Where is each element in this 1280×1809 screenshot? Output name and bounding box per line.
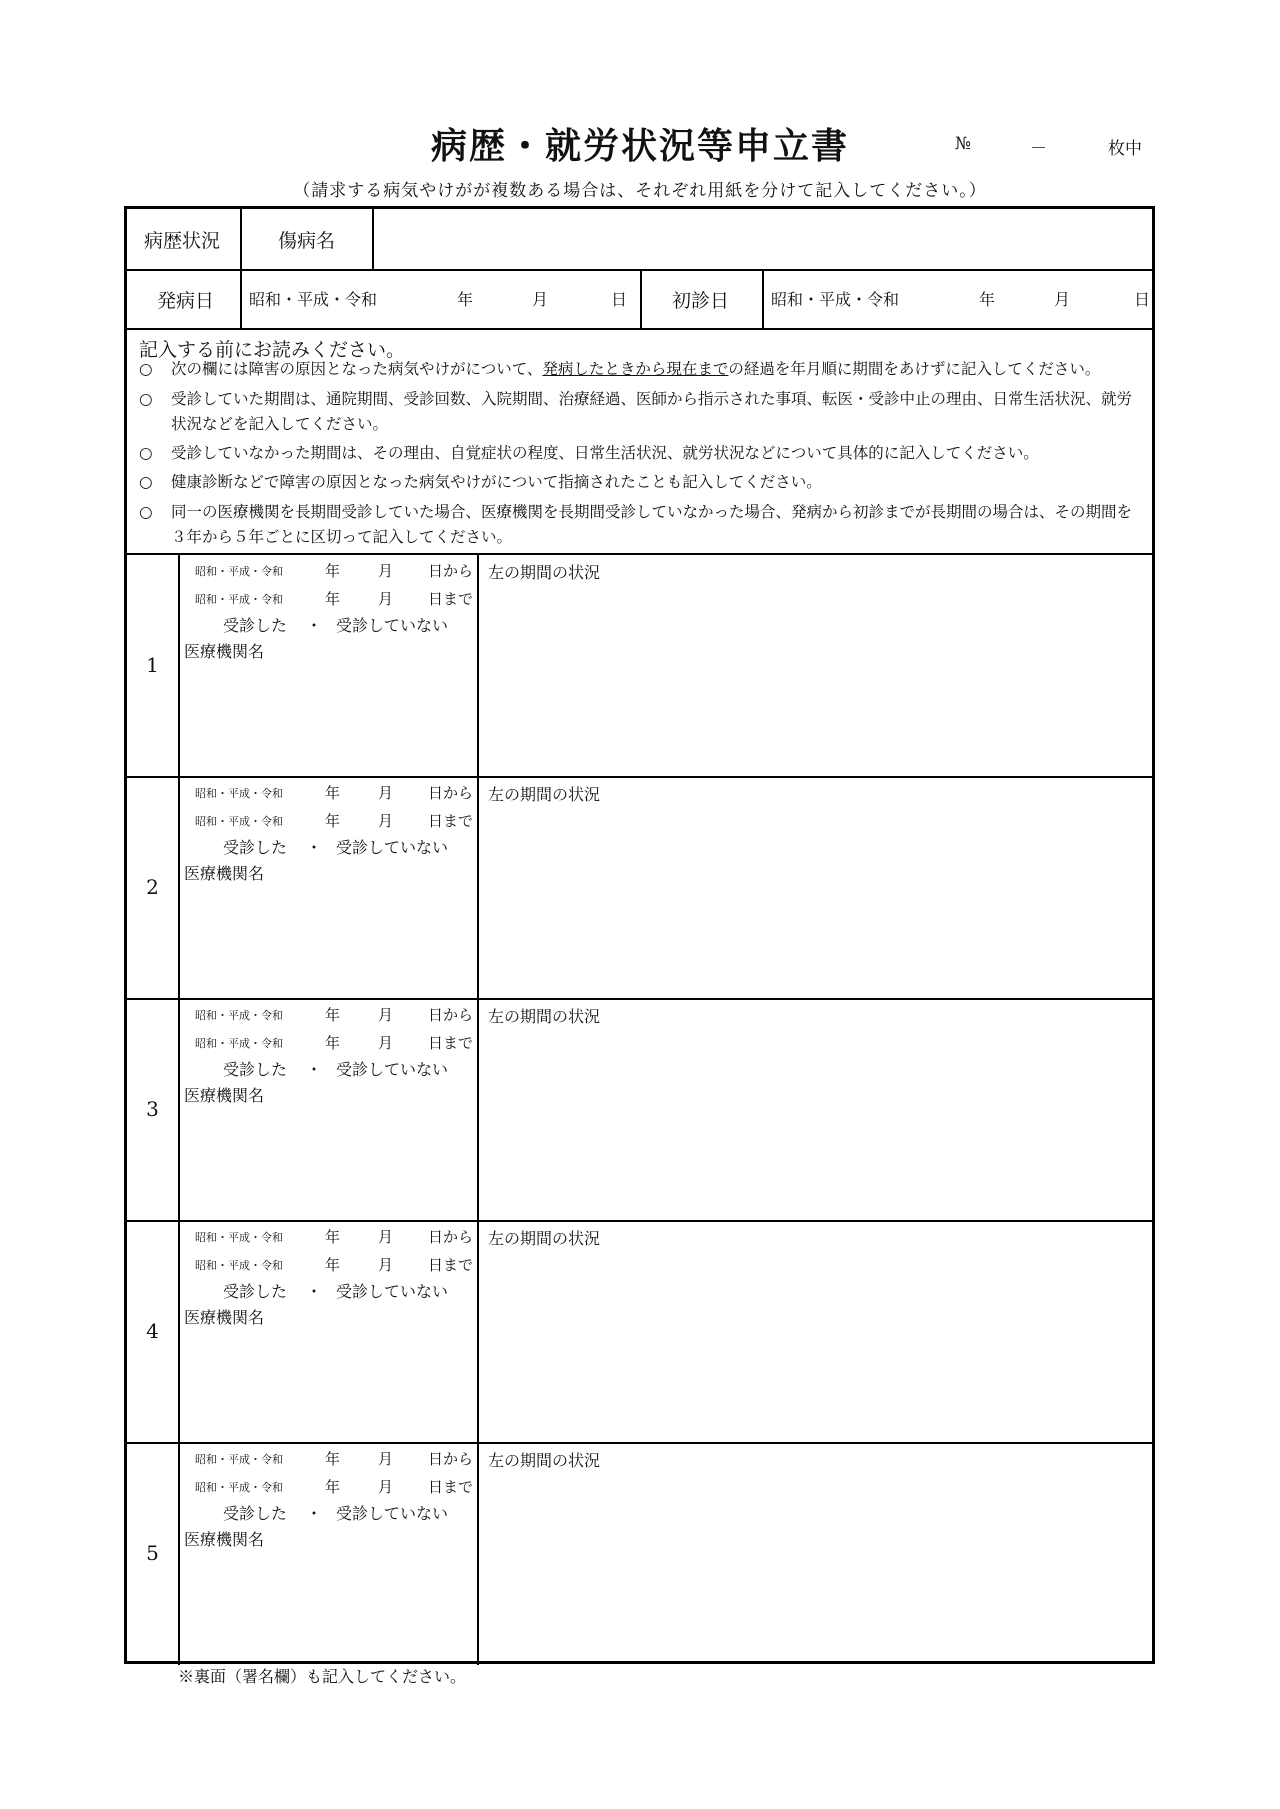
onset-date-field[interactable]	[242, 271, 640, 328]
bullet-icon: ○	[139, 444, 153, 462]
period-status-field[interactable]	[479, 1221, 1152, 1441]
from-suffix: 日から	[428, 1228, 474, 1246]
institution-label: 医療機関名	[184, 1530, 265, 1549]
period-status-field[interactable]	[479, 1443, 1152, 1663]
period-date-block[interactable]	[180, 1443, 477, 1663]
footnote: ※裏面（署名欄）も記入してください。	[178, 1667, 467, 1686]
from-year: 年	[325, 562, 341, 580]
institution-label: 医療機関名	[184, 1308, 265, 1327]
option-separator: ・	[306, 1282, 323, 1301]
to-suffix: 日まで	[428, 812, 474, 830]
to-era: 昭和・平成・令和	[195, 593, 283, 606]
bullet-icon: ○	[139, 390, 153, 408]
doc-pages-label: 枚中	[1108, 139, 1142, 159]
application-form	[124, 206, 1155, 1664]
status-label: 左の期間の状況	[488, 785, 601, 804]
to-month: 月	[378, 1256, 394, 1274]
visited-option[interactable]: 受診した	[223, 838, 288, 857]
to-suffix: 日まで	[428, 1034, 474, 1052]
first-visit-date-field[interactable]	[764, 271, 1152, 328]
period-date-block[interactable]	[180, 777, 477, 997]
period-status-field[interactable]	[479, 555, 1152, 775]
period-row	[127, 777, 1152, 999]
bullet-icon: ○	[139, 503, 153, 521]
to-year: 年	[325, 1478, 341, 1496]
bullet-icon: ○	[139, 473, 153, 491]
onset-month: 月	[532, 290, 549, 309]
status-label: 左の期間の状況	[488, 1007, 601, 1026]
doc-number-label: №	[955, 134, 972, 154]
to-era: 昭和・平成・令和	[195, 1259, 283, 1272]
from-month: 月	[378, 1006, 394, 1024]
notice-text: 健康診断などで障害の原因となった病気やけがについて指摘されたことも記入してください。	[171, 473, 822, 491]
to-year: 年	[325, 1034, 341, 1052]
institution-label: 医療機関名	[184, 1086, 265, 1105]
period-row	[127, 1443, 1152, 1665]
first-visit-era: 昭和・平成・令和	[771, 290, 900, 309]
from-month: 月	[378, 562, 394, 580]
notice-text: 受診していた期間は、通院期間、受診回数、入院期間、治療経過、医師から指示された事項、転医・受診中止の理由、日常生活状況、就労状況などを記入してください。	[171, 390, 1133, 433]
from-era: 昭和・平成・令和	[195, 1009, 283, 1022]
notice-underlined: 発病したときから現在まで	[542, 360, 729, 378]
to-era: 昭和・平成・令和	[195, 1037, 283, 1050]
to-suffix: 日まで	[428, 1478, 474, 1496]
not-visited-option[interactable]: 受診していない	[336, 616, 449, 635]
to-era: 昭和・平成・令和	[195, 1481, 283, 1494]
divider	[640, 269, 642, 328]
to-month: 月	[378, 812, 394, 830]
not-visited-option[interactable]: 受診していない	[336, 1282, 449, 1301]
from-month: 月	[378, 1228, 394, 1246]
option-separator: ・	[306, 838, 323, 857]
from-suffix: 日から	[428, 562, 474, 580]
from-year: 年	[325, 1450, 341, 1468]
option-separator: ・	[306, 1060, 323, 1079]
visited-option[interactable]: 受診した	[223, 616, 288, 635]
periods-section	[127, 555, 1152, 1661]
period-row	[127, 1221, 1152, 1443]
not-visited-option[interactable]: 受診していない	[336, 1504, 449, 1523]
onset-era: 昭和・平成・令和	[249, 290, 378, 309]
to-month: 月	[378, 590, 394, 608]
first-visit-month: 月	[1054, 290, 1071, 309]
from-suffix: 日から	[428, 1006, 474, 1024]
not-visited-option[interactable]: 受診していない	[336, 838, 449, 857]
visited-option[interactable]: 受診した	[223, 1504, 288, 1523]
onset-label: 発病日	[157, 290, 215, 312]
period-date-block[interactable]	[180, 999, 477, 1219]
doc-number-dash: －	[1030, 139, 1047, 159]
page-subtitle: （請求する病気やけがが複数ある場合は、それぞれ用紙を分けて記入してください。）	[293, 181, 987, 201]
page-title: 病歴・就労状況等申立書	[430, 125, 849, 167]
status-label: 左の期間の状況	[488, 1451, 601, 1470]
visited-option[interactable]: 受診した	[223, 1060, 288, 1079]
period-date-block[interactable]	[180, 1221, 477, 1441]
period-row	[127, 999, 1152, 1221]
divider	[372, 209, 374, 269]
disease-name-field[interactable]	[375, 209, 1150, 269]
notice-title: 記入する前にお読みください。	[139, 339, 406, 361]
first-visit-year: 年	[979, 290, 996, 309]
notice-text: 同一の医療機関を長期間受診していた場合、医療機関を長期間受診していなかった場合、発病から初診までが長期間の場合は、その期間を３年から５年ごとに区切って記入してください。	[171, 503, 1133, 546]
from-era: 昭和・平成・令和	[195, 565, 283, 578]
institution-label: 医療機関名	[184, 642, 265, 661]
institution-label: 医療機関名	[184, 864, 265, 883]
status-label: 左の期間の状況	[488, 563, 601, 582]
to-month: 月	[378, 1478, 394, 1496]
history-label: 病歴状況	[144, 230, 221, 252]
divider	[127, 328, 1152, 330]
from-month: 月	[378, 784, 394, 802]
disease-label: 傷病名	[278, 230, 336, 252]
from-suffix: 日から	[428, 1450, 474, 1468]
period-status-field[interactable]	[479, 999, 1152, 1219]
period-number: 4	[146, 1319, 159, 1343]
option-separator: ・	[306, 1504, 323, 1523]
from-month: 月	[378, 1450, 394, 1468]
notice-text: 受診していなかった期間は、その理由、自覚症状の程度、日常生活状況、就労状況などについて具体的に記入してください。	[171, 444, 1039, 462]
from-era: 昭和・平成・令和	[195, 1453, 283, 1466]
first-visit-day: 日	[1134, 290, 1151, 309]
notice-text: 次の欄には障害の原因となった病気やけがについて、	[171, 360, 543, 378]
divider	[240, 209, 242, 269]
period-status-field[interactable]	[479, 777, 1152, 997]
bullet-icon: ○	[139, 360, 153, 378]
option-separator: ・	[306, 616, 323, 635]
to-month: 月	[378, 1034, 394, 1052]
period-row	[127, 555, 1152, 777]
not-visited-option[interactable]: 受診していない	[336, 1060, 449, 1079]
to-suffix: 日まで	[428, 1256, 474, 1274]
period-number: 2	[146, 875, 159, 899]
from-year: 年	[325, 1228, 341, 1246]
from-suffix: 日から	[428, 784, 474, 802]
to-suffix: 日まで	[428, 590, 474, 608]
to-year: 年	[325, 590, 341, 608]
period-number: 5	[146, 1541, 159, 1565]
to-year: 年	[325, 812, 341, 830]
visited-option[interactable]: 受診した	[223, 1282, 288, 1301]
from-era: 昭和・平成・令和	[195, 1231, 283, 1244]
onset-day: 日	[611, 290, 628, 309]
period-date-block[interactable]	[180, 555, 477, 775]
period-number: 3	[146, 1097, 159, 1121]
to-era: 昭和・平成・令和	[195, 815, 283, 828]
first-visit-label: 初診日	[672, 290, 730, 312]
from-year: 年	[325, 1006, 341, 1024]
to-year: 年	[325, 1256, 341, 1274]
status-label: 左の期間の状況	[488, 1229, 601, 1248]
period-number: 1	[146, 653, 159, 677]
from-era: 昭和・平成・令和	[195, 787, 283, 800]
from-year: 年	[325, 784, 341, 802]
onset-year: 年	[457, 290, 474, 309]
notice-text: の経過を年月順に期間をあけずに記入してください。	[728, 360, 1101, 378]
